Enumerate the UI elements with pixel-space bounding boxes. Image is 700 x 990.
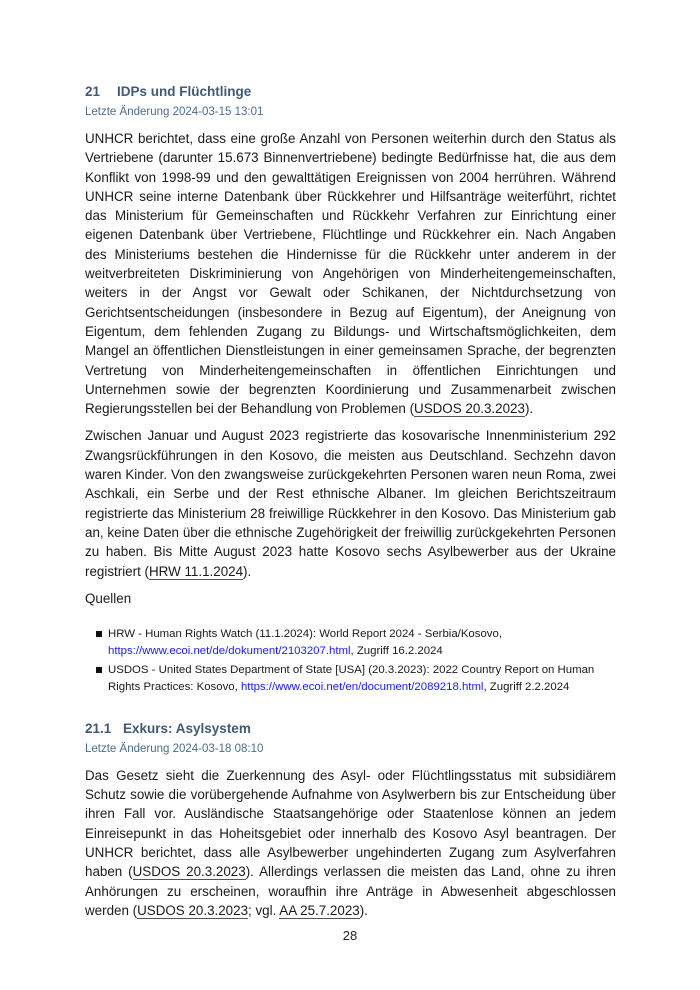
source-text: HRW - Human Rights Watch (11.1.2024): World Report 2024 - Serbia/Kosovo, bbox=[108, 627, 502, 640]
subsection-heading bbox=[85, 720, 616, 738]
sources-label: Quellen bbox=[85, 590, 132, 606]
source-text: USDOS - United States Department of State [USA] (20.3.2023): 2022 Country Report on Human Rights Practices: Kosovo, bbox=[108, 663, 595, 693]
citation-link[interactable]: USDOS 20.3.2023 bbox=[132, 864, 246, 880]
bullet-icon bbox=[96, 631, 102, 637]
document-page bbox=[85, 83, 616, 920]
section-title: IDPs und Flüchtlinge bbox=[117, 84, 252, 99]
citation-link[interactable]: AA 25.7.2023 bbox=[279, 902, 360, 918]
section-21-1 bbox=[85, 720, 616, 920]
sources-list bbox=[85, 626, 616, 696]
paragraph-end: ). bbox=[359, 902, 368, 918]
paragraph-text: ; vgl. bbox=[248, 902, 280, 918]
source-url-link[interactable]: https://www.ecoi.net/de/dokument/2103207.html bbox=[108, 644, 351, 657]
section-number: 21 bbox=[85, 84, 101, 99]
paragraph bbox=[85, 426, 616, 580]
paragraph bbox=[85, 766, 616, 920]
paragraph bbox=[85, 129, 616, 418]
paragraph-text: UNHCR berichtet, dass eine große Anzahl von Personen weiterhin durch den Status als Vertriebene (darunter 15.673 Binnenvertriebene) bedingte Bedürfnisse hat, die aus dem Konflikt von 1998-99 und den gewalttätigen Ereignissen von 2004 herrühren. Während UNHCR seine interne Datenbank über Rückkehrer und Hilfsanträge weiterführt, richtet das Ministerium für Gemeinschaften und Rückkehr Verfahren zur Einrichtung einer eigenen Datenbank über Vertriebene, Flüchtlinge und Rückkehrer ein. Nach Angaben des Ministeriums bestehen die Hindernisse für die Rückkehr unter anderem in der weitverbreiteten Diskriminierung von Angehörigen von Minderheitengemeinschaften, weiters in der Angst vor Gewalt oder Schikanen, der Nichtdurchsetzung von Gerichtsentscheidungen (insbesondere in Bezug auf Eigentum), der Aneignung von Eigentum, dem fehlenden Zugang zu Bildungs- und Wirtschaftsmöglichkeiten, dem Mangel an öffentlichen Dienstleistungen in einer gemeinsamen Sprache, der begrenzten Vertretung von Minderheitengemeinschaften in öffentlichen Einrichtungen und Unternehmen sowie der begrenzten Koordinierung und Zusammenarbeit zwischen Regierungsstellen bei der Behandlung von Problemen ( bbox=[85, 131, 616, 417]
citation-link[interactable]: USDOS 20.3.2023 bbox=[414, 401, 525, 417]
section-number: 21.1 bbox=[85, 720, 112, 736]
paragraph-text: Zwischen Januar und August 2023 registrierte das kosovarische Innenministerium 292 Zwangsrückführungen in den Kosovo, die meisten aus Deutschland. Sechzehn davon waren Kinder. Von den zwangsweise zurückgekehrten Personen waren neun Roma, zwei Aschkali, ein Serbe und der Rest ethnische Albaner. Im gleichen Berichtszeitraum registrierte das Ministerium 28 freiwillige Rückkehrer in den Kosovo. Das Ministerium gab an, keine Daten über die ethnische Zugehörigkeit der freiwillig zurückgekehrten Personen zu haben. Bis Mitte August 2023 hatte Kosovo sechs Asylbewerber aus der Ukraine registriert ( bbox=[85, 428, 616, 579]
paragraph-text: ). Allerdings verlassen die meisten das Land, ohne zu ihren Anhörungen zu erscheinen, woraufhin ihre Anträge in Abwesenheit abgeschlossen werden ( bbox=[85, 864, 616, 918]
section-title: Exkurs: Asylsystem bbox=[123, 720, 251, 736]
source-access: , Zugriff 16.2.2024 bbox=[350, 644, 443, 657]
source-access: , Zugriff 2.2.2024 bbox=[483, 680, 570, 693]
paragraph-end: ). bbox=[243, 563, 252, 579]
bullet-icon bbox=[96, 667, 102, 673]
source-item bbox=[96, 662, 616, 696]
source-item bbox=[96, 626, 616, 660]
last-modified: Letzte Änderung 2024-03-18 08:10 bbox=[85, 742, 264, 755]
section-21 bbox=[85, 83, 616, 696]
page-number: 28 bbox=[342, 928, 358, 943]
paragraph-text: Das Gesetz sieht die Zuerkennung des Asyl- oder Flüchtlingsstatus mit subsidiärem Schutz sowie die vorübergehende Aufnahme von Asylwerbern bis zur Entscheidung über ihren Fall vor. Ausländische Staatsangehörige oder Staatenlose können an jedem Einreisepunkt in das Hoheitsgebiet oder innerhalb des Kosovo Asyl beantragen. Der UNHCR berichtet, dass alle Asylbewerber ungehinderten Zugang zum Asylverfahren haben ( bbox=[85, 767, 616, 880]
source-url-link[interactable]: https://www.ecoi.net/en/document/2089218.html bbox=[240, 680, 484, 693]
citation-link[interactable]: USDOS 20.3.2023 bbox=[137, 902, 249, 918]
paragraph-end: ). bbox=[524, 401, 534, 417]
last-modified: Letzte Änderung 2024-03-15 13:01 bbox=[85, 106, 264, 118]
section-heading bbox=[85, 83, 616, 101]
citation-link[interactable]: HRW 11.1.2024 bbox=[149, 563, 244, 579]
